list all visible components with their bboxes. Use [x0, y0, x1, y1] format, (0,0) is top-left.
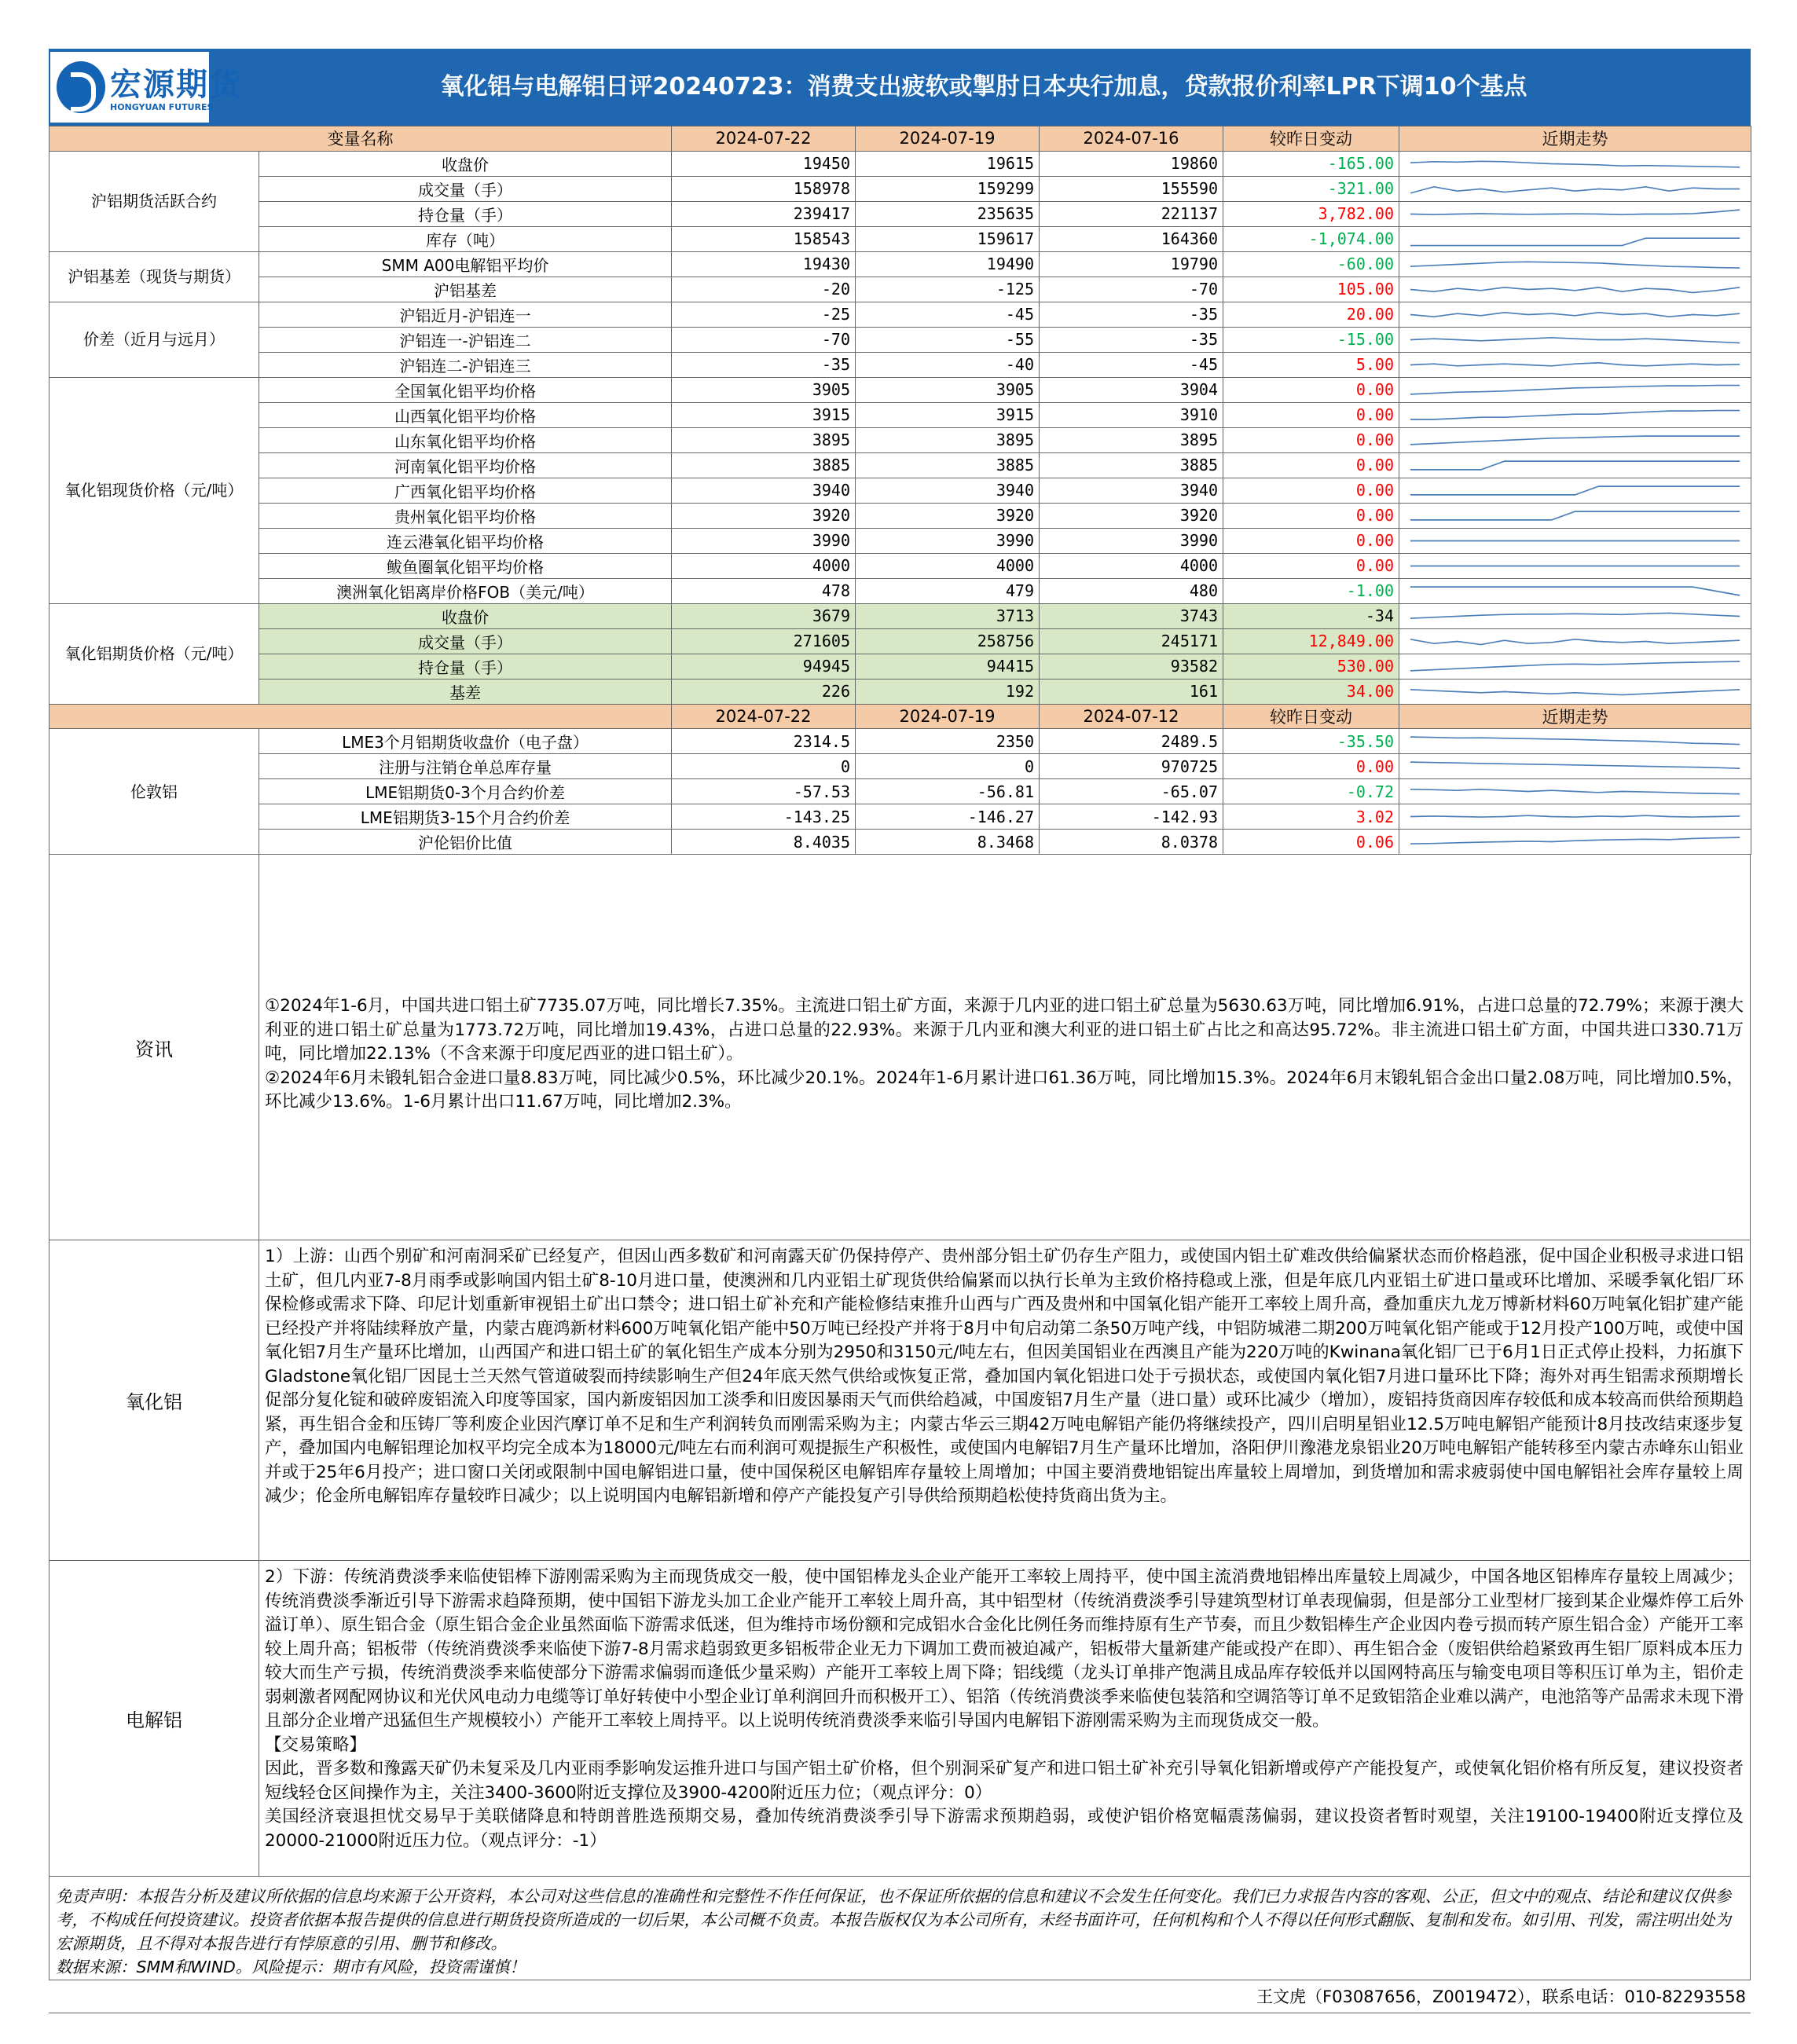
trend-cell	[1399, 679, 1751, 704]
value-day-2: 19615	[856, 151, 1040, 176]
strategy-title: 【交易策略】	[265, 1734, 367, 1755]
trend-line	[1410, 511, 1740, 520]
value-day-3: 155590	[1040, 176, 1223, 201]
news-body	[265, 995, 1744, 1115]
trend-line	[1410, 287, 1740, 292]
trend-sparkline	[1404, 654, 1746, 679]
metric-name: 持仓量（手）	[259, 201, 672, 226]
daily-change: 3,782.00	[1223, 201, 1399, 226]
metric-name: 澳洲氧化铝离岸价格FOB（美元/吨）	[259, 578, 672, 603]
daily-change: -321.00	[1223, 176, 1399, 201]
daily-change: 0.00	[1223, 528, 1399, 553]
column-header-d3: 2024-07-12	[1040, 704, 1223, 729]
value-day-2: 3895	[856, 427, 1040, 452]
table-row	[50, 352, 1751, 377]
trend-cell	[1399, 251, 1751, 277]
trend-sparkline	[1404, 328, 1746, 352]
value-day-2: 258756	[856, 628, 1040, 654]
column-header-blank	[50, 704, 672, 729]
value-day-1: 19450	[672, 151, 856, 176]
table-row	[50, 654, 1751, 679]
trend-line	[1410, 837, 1740, 844]
trend-sparkline	[1404, 277, 1746, 302]
electrolytic-block	[49, 1561, 1751, 1877]
value-day-3: 480	[1040, 578, 1223, 603]
column-header-trend: 近期走势	[1399, 126, 1751, 152]
value-day-3: 93582	[1040, 654, 1223, 679]
table-row	[50, 804, 1751, 830]
value-day-1: -70	[672, 327, 856, 352]
value-day-3: -70	[1040, 277, 1223, 302]
table-row	[50, 503, 1751, 528]
value-day-1: 0	[672, 754, 856, 779]
column-header-d3: 2024-07-16	[1040, 126, 1223, 152]
trend-sparkline	[1404, 152, 1746, 176]
table-row	[50, 302, 1751, 327]
column-header-d1: 2024-07-22	[672, 704, 856, 729]
value-day-3: 2489.5	[1040, 729, 1223, 754]
group-label-spreads: 价差（近月与远月）	[50, 302, 259, 377]
value-day-3: 221137	[1040, 201, 1223, 226]
daily-change: 0.00	[1223, 503, 1399, 528]
value-day-2: -125	[856, 277, 1040, 302]
metric-name: 沪铝近月-沪铝连一	[259, 302, 672, 327]
trend-cell	[1399, 729, 1751, 754]
trend-cell	[1399, 427, 1751, 452]
daily-change: 530.00	[1223, 654, 1399, 679]
daily-change: 3.02	[1223, 804, 1399, 830]
value-day-1: 3885	[672, 452, 856, 478]
trend-line	[1410, 385, 1740, 394]
trend-sparkline	[1404, 227, 1746, 251]
trend-line	[1410, 410, 1740, 419]
value-day-3: 3940	[1040, 478, 1223, 503]
daily-change: 0.00	[1223, 754, 1399, 779]
electrolytic-label: 电解铝	[50, 1561, 259, 1876]
value-day-2: 159299	[856, 176, 1040, 201]
disclaimer-text: 免责声明：本报告分析及建议所依据的信息均来源于公开资料，本公司对这些信息的准确性和完整性不作任何保证，也不保证所依据的信息和建议不会发生任何变化。我们已力求报告内容的客观、公正，但文中的观点、结论和建议仅供参考，不构成任何投资建议。投资者依据本报告提供的信息进行期货投资所造成的一切后果，本公司概不负责。本报告版权仅为本公司所有，未经书面许可，任何机构和个人不得以任何形式翻版、复制和发布。如引用、刊发，需注明出处为宏源期货，且不得对本报告进行有悖原意的引用、删节和修改。	[56, 1887, 1731, 1953]
trend-sparkline	[1404, 629, 1746, 654]
metric-name: 贵州氧化铝平均价格	[259, 503, 672, 528]
news-paragraph-1: ①2024年1-6月，中国共进口铝土矿7735.07万吨，同比增长7.35%。主流进口铝土矿方面，来源于几内亚的进口铝土矿总量为5630.63万吨，同比增加6.91%，占进口总量的72.79%；来源于澳大利亚的进口铝土矿总量为1773.72万吨，同比增加19.43%，占进口总量的22.93%。来源于几内亚和澳大利亚的进口铝土矿占比之和高达95.72%。非主流进口铝土矿方面，中国共进口330.71万吨，同比增加22.13%（不含来源于印度尼西亚的进口铝土矿）。	[265, 996, 1744, 1064]
metric-name: 连云港氧化铝平均价格	[259, 528, 672, 553]
value-day-1: -20	[672, 277, 856, 302]
trend-line	[1410, 789, 1740, 794]
value-day-1: 3905	[672, 377, 856, 402]
trend-cell	[1399, 151, 1751, 176]
metric-name: 库存（吨）	[259, 226, 672, 251]
trend-line	[1410, 461, 1740, 470]
value-day-2: 192	[856, 679, 1040, 704]
trend-line	[1410, 737, 1740, 744]
trend-cell	[1399, 654, 1751, 679]
trend-cell	[1399, 830, 1751, 855]
value-day-1: 3940	[672, 478, 856, 503]
trend-line	[1410, 689, 1740, 694]
table-row	[50, 377, 1751, 402]
trend-line	[1410, 639, 1740, 644]
value-day-1: -25	[672, 302, 856, 327]
company-logo	[50, 52, 242, 123]
column-header-d2: 2024-07-19	[856, 704, 1040, 729]
trend-sparkline	[1404, 504, 1746, 528]
metric-name: LME铝期货0-3个月合约价差	[259, 779, 672, 804]
value-day-2: 19490	[856, 251, 1040, 277]
trend-cell	[1399, 352, 1751, 377]
value-day-2: 3990	[856, 528, 1040, 553]
column-header-change: 较昨日变动	[1223, 704, 1399, 729]
value-day-3: -65.07	[1040, 779, 1223, 804]
metric-name: 持仓量（手）	[259, 654, 672, 679]
daily-change: -1.00	[1223, 578, 1399, 603]
value-day-3: 3990	[1040, 528, 1223, 553]
value-day-2: 479	[856, 578, 1040, 603]
trend-cell	[1399, 277, 1751, 302]
daily-change: 5.00	[1223, 352, 1399, 377]
value-day-2: 3885	[856, 452, 1040, 478]
trend-sparkline	[1404, 353, 1746, 377]
table-row	[50, 754, 1751, 779]
trend-sparkline	[1404, 177, 1746, 201]
value-day-1: 3915	[672, 402, 856, 427]
daily-change: 0.00	[1223, 377, 1399, 402]
value-day-1: 271605	[672, 628, 856, 654]
trend-sparkline	[1404, 378, 1746, 402]
daily-change: 0.00	[1223, 427, 1399, 452]
daily-change: 0.00	[1223, 402, 1399, 427]
trend-line	[1410, 815, 1740, 817]
trend-sparkline	[1404, 403, 1746, 427]
table-header-row	[50, 704, 1751, 729]
trend-sparkline	[1404, 252, 1746, 277]
trend-cell	[1399, 452, 1751, 478]
trend-sparkline	[1404, 830, 1746, 854]
alumina-body: 1）上游：山西个别矿和河南洞采矿已经复产，但因山西多数矿和河南露天矿仍保持停产、贵州部分铝土矿仍存生产阻力，或使国内铝土矿难改供给偏紧状态而价格趋涨，促中国企业积极寻求进口铝土矿，但几内亚7-8月雨季或影响国内铝土矿8-10月进口量，使澳洲和几内亚铝土矿现货供给偏紧而以执行长单为主致价格持稳或上涨，但是年底几内亚铝土矿进口量或环比增加、采暖季氧化铝厂环保检修或需求下降、印尼计划重新审视铝土矿出口禁令；进口铝土矿补充和产能检修结束推升山西与广西及贵州和中国氧化铝产能开工率较上周升高，叠加重庆九龙万博新材料60万吨氧化铝扩建产能已经投产并将陆续释放产量，内蒙古鹿鸿新材料600万吨氧化铝产能中50万吨已经投产并将于8月中旬启动第二条50万吨产线，中铝防城港二期200万吨氧化铝产能或于12月投产100万吨，或使中国氧化铝7月生产量环比增加，山西国产和进口铝土矿的氧化铝生产成本分别为2950和3150元/吨左右，但因美国铝业在西澳且产能为220万吨的Kwinana氧化铝厂已于6月1日正式停止投料，力拓旗下Gladstone氧化铝厂因昆士兰天然气管道破裂而持续影响生产但24年底天然气供给或恢复正常，叠加国内氧化铝进口处于亏损状态，或使国内氧化铝7月进口量环比下降；海外对再生铝需求预期增长促部分复化锭和破碎废铝流入印度等国家，国内新废铝因加工淡季和旧废因暴雨天气而供给趋减，中国废铝7月生产量（进口量）或环比减少（增加），废铝持货商因库存较低和成本较高而供给预期趋紧，再生铝合金和压铸厂等利废企业因汽摩订单不足和生产利润转负而刚需采购为主；内蒙古华云三期42万吨电解铝产能仍将继续投产，四川启明星铝业12.5万吨电解铝产能预计8月技改结束逐步复产，叠加国内电解铝理论加权平均完全成本为18000元/吨左右而利润可观提振生产积极性，或使国内电解铝7月生产量环比增加，洛阳伊川豫港龙泉铝业20万吨电解铝产能转移至内蒙古赤峰东山铝业并或于25年6月投产；进口窗口关闭或限制中国电解铝进口量，使中国保税区电解铝库存量较上周增加；中国主要消费地铝锭出库量较上周增加，到货增加和需求疲弱使中国电解铝社会库存量较上周减少；伦金所电解铝库存量较昨日减少；以上说明国内电解铝新增和停产产能投复产引导供给预期趋松使持货商出货为主。	[265, 1247, 1744, 1506]
disclaimer	[49, 1877, 1751, 1980]
value-day-1: 2314.5	[672, 729, 856, 754]
trend-line	[1410, 337, 1740, 342]
table-row	[50, 327, 1751, 352]
trend-sparkline	[1404, 529, 1746, 553]
trend-sparkline	[1404, 680, 1746, 704]
trend-cell	[1399, 478, 1751, 503]
value-day-1: 239417	[672, 201, 856, 226]
strategy-aluminum: 美国经济衰退担忧交易早于美联储降息和特朗普胜选预期交易，叠加传统消费淡季引导下游需求预期趋弱，或使沪铝价格宽幅震荡偏弱，建议投资者暂时观望，关注19100-19400附近支撑位及20000-21000附近压力位。（观点评分：-1）	[265, 1807, 1744, 1851]
value-day-2: -146.27	[856, 804, 1040, 830]
metric-name: 山东氧化铝平均价格	[259, 427, 672, 452]
trend-line	[1410, 436, 1740, 445]
trend-cell	[1399, 503, 1751, 528]
table-row	[50, 427, 1751, 452]
trend-cell	[1399, 578, 1751, 603]
metric-name: SMM A00电解铝平均价	[259, 251, 672, 277]
value-day-2: 235635	[856, 201, 1040, 226]
metric-name: 注册与注销仓单总库存量	[259, 754, 672, 779]
table-row	[50, 478, 1751, 503]
trend-line	[1410, 362, 1740, 365]
value-day-1: -35	[672, 352, 856, 377]
value-day-1: 3679	[672, 603, 856, 628]
value-day-3: 8.0378	[1040, 830, 1223, 855]
metric-name: LME3个月铝期货收盘价（电子盘）	[259, 729, 672, 754]
daily-change: 0.00	[1223, 553, 1399, 578]
logo-chinese-name: 宏源期货	[110, 67, 242, 103]
group-label-shfe-basis: 沪铝基差（现货与期货）	[50, 251, 259, 302]
table-row	[50, 679, 1751, 704]
hongyuan-logo-icon	[57, 61, 105, 113]
value-day-2: 94415	[856, 654, 1040, 679]
trend-sparkline	[1404, 478, 1746, 503]
trend-line	[1410, 661, 1740, 671]
trend-line	[1410, 486, 1740, 495]
trend-line	[1410, 210, 1740, 214]
value-day-1: 478	[672, 578, 856, 603]
value-day-1: 19430	[672, 251, 856, 277]
table-row	[50, 251, 1751, 277]
metric-name: 河南氧化铝平均价格	[259, 452, 672, 478]
group-label-alumina-futures: 氧化铝期货价格（元/吨）	[50, 603, 259, 704]
value-day-1: 226	[672, 679, 856, 704]
metric-name: 成交量（手）	[259, 628, 672, 654]
column-header-trend: 近期走势	[1399, 704, 1751, 729]
value-day-1: 3920	[672, 503, 856, 528]
report-title: 氧化铝与电解铝日评20240723：消费支出疲软或掣肘日本央行加息，贷款报价利率LPR下调10个基点	[440, 73, 1527, 101]
column-header-d2: 2024-07-19	[856, 126, 1040, 152]
metric-name: 成交量（手）	[259, 176, 672, 201]
daily-change: -165.00	[1223, 151, 1399, 176]
value-day-3: -45	[1040, 352, 1223, 377]
metric-name: 沪铝基差	[259, 277, 672, 302]
trend-cell	[1399, 528, 1751, 553]
trend-cell	[1399, 553, 1751, 578]
daily-change: -35.50	[1223, 729, 1399, 754]
column-header-change: 较昨日变动	[1223, 126, 1399, 152]
table-row	[50, 553, 1751, 578]
metric-name: 收盘价	[259, 151, 672, 176]
table-row	[50, 628, 1751, 654]
metric-name: 收盘价	[259, 603, 672, 628]
table-row	[50, 226, 1751, 251]
table-row	[50, 528, 1751, 553]
value-day-2: -40	[856, 352, 1040, 377]
daily-change: -15.00	[1223, 327, 1399, 352]
table-row	[50, 151, 1751, 176]
value-day-1: 94945	[672, 654, 856, 679]
column-header-variable: 变量名称	[50, 126, 672, 152]
trend-sparkline	[1404, 428, 1746, 452]
value-day-3: 19860	[1040, 151, 1223, 176]
group-label-shfe-active: 沪铝期货活跃合约	[50, 151, 259, 251]
value-day-2: 3940	[856, 478, 1040, 503]
daily-change: -0.72	[1223, 779, 1399, 804]
daily-change: 0.00	[1223, 478, 1399, 503]
value-day-1: 158978	[672, 176, 856, 201]
table-row	[50, 201, 1751, 226]
value-day-2: 3915	[856, 402, 1040, 427]
value-day-3: 4000	[1040, 553, 1223, 578]
trend-sparkline	[1404, 604, 1746, 628]
daily-change: -1,074.00	[1223, 226, 1399, 251]
trend-sparkline	[1404, 729, 1746, 753]
value-day-2: 2350	[856, 729, 1040, 754]
table-row	[50, 830, 1751, 855]
trend-line	[1410, 186, 1740, 192]
metric-name: 基差	[259, 679, 672, 704]
trend-cell	[1399, 302, 1751, 327]
trend-cell	[1399, 402, 1751, 427]
trend-cell	[1399, 176, 1751, 201]
table-row	[50, 452, 1751, 478]
trend-sparkline	[1404, 579, 1746, 603]
daily-change: 34.00	[1223, 679, 1399, 704]
value-day-1: -57.53	[672, 779, 856, 804]
trend-cell	[1399, 603, 1751, 628]
table-row	[50, 603, 1751, 628]
report-header	[49, 49, 1751, 126]
report-sheet	[49, 49, 1751, 2024]
value-day-3: 245171	[1040, 628, 1223, 654]
trend-line	[1410, 762, 1740, 768]
alumina-block	[49, 1240, 1751, 1561]
value-day-3: -35	[1040, 327, 1223, 352]
table-row	[50, 779, 1751, 804]
news-label: 资讯	[50, 855, 259, 1240]
electrolytic-body	[265, 1566, 1744, 1853]
table-row	[50, 578, 1751, 603]
value-day-1: 4000	[672, 553, 856, 578]
data-table	[49, 126, 1751, 855]
trend-cell	[1399, 628, 1751, 654]
value-day-2: 159617	[856, 226, 1040, 251]
logo-english-name: HONGYUAN FUTURES	[110, 102, 214, 112]
trend-cell	[1399, 201, 1751, 226]
value-day-3: 19790	[1040, 251, 1223, 277]
value-day-3: 3743	[1040, 603, 1223, 628]
trend-line	[1410, 613, 1740, 618]
metric-name: 广西氧化铝平均价格	[259, 478, 672, 503]
table-row	[50, 277, 1751, 302]
trend-line	[1410, 262, 1740, 268]
value-day-1: 3990	[672, 528, 856, 553]
table-row	[50, 176, 1751, 201]
daily-change: 20.00	[1223, 302, 1399, 327]
trend-sparkline	[1404, 779, 1746, 804]
metric-name: 全国氧化铝平均价格	[259, 377, 672, 402]
trend-sparkline	[1404, 804, 1746, 829]
downstream-text: 2）下游：传统消费淡季来临使铝棒下游刚需采购为主而现货成交一般，使中国铝棒龙头企业产能开工率较上周持平，使中国主流消费地铝棒出库量较上周减少，中国各地区铝棒库存量较上周减少；传统消费淡季渐近引导下游需求趋降预期，使中国铝下游龙头加工企业产能开工率较上周升高，其中铝型材（传统消费淡季引导建筑型材订单表现偏弱，但是部分工业型材厂接到某企业爆炸停工后外溢订单）、原生铝合金（原生铝合金企业虽然面临下游需求低迷，但为维持市场份额和完成铝水合金化比例任务而维持原有生产节奏，而且少数铝棒生产企业因内卷亏损而转产原生铝合金）产能开工率较上周升高；铝板带（传统消费淡季来临使下游7-8月需求趋弱致更多铝板带企业无力下调加工费而被迫减产，铝板带大量新建产能或投产在即）、再生铝合金（废铝供给趋紧致再生铝厂原料成本压力较大而生产亏损，传统消费淡季来临使部分下游需求偏弱而逢低少量采购）产能开工率较上周下降；铝线缆（龙头订单排产饱满且成品库存较低并以国网特高压与输变电项目等积压订单为主，铝价走弱刺激者网配网协议和光伏风电动力电缆等订单好转使中小型企业订单利润回升而积极开工）、铝箔（传统消费淡季来临使包装箔和空调箔等订单不足致铝箔企业难以满产，电池箔等产品需求未现下滑且部分企业增产迅猛但生产规模较小）产能开工率较上周持平。以上说明传统消费淡季来临引导国内电解铝下游刚需采购为主而现货成交一般。	[265, 1567, 1744, 1731]
trend-cell	[1399, 804, 1751, 830]
news-paragraph-2: ②2024年6月未锻轧铝合金进口量8.83万吨，同比减少0.5%，环比减少20.1%。2024年1-6月累计进口61.36万吨，同比增加15.3%。2024年6月末锻轧铝合金出口量2.08万吨，同比增加0.5%，环比减少13.6%。1-6月累计出口11.67万吨，同比增加2.3%。	[265, 1068, 1744, 1112]
trend-sparkline	[1404, 302, 1746, 327]
value-day-2: 0	[856, 754, 1040, 779]
trend-line	[1410, 312, 1740, 316]
trend-sparkline	[1404, 202, 1746, 226]
metric-name: 沪伦铝价比值	[259, 830, 672, 855]
table-row	[50, 402, 1751, 427]
metric-name: 鲅鱼圈氧化铝平均价格	[259, 553, 672, 578]
value-day-1: 8.4035	[672, 830, 856, 855]
metric-name: 沪铝连一-沪铝连二	[259, 327, 672, 352]
alumina-label: 氧化铝	[50, 1240, 259, 1560]
value-day-3: 161	[1040, 679, 1223, 704]
trend-cell	[1399, 754, 1751, 779]
daily-change: 12,849.00	[1223, 628, 1399, 654]
daily-change: 105.00	[1223, 277, 1399, 302]
trend-sparkline	[1404, 453, 1746, 478]
value-day-1: 3895	[672, 427, 856, 452]
value-day-3: 3885	[1040, 452, 1223, 478]
value-day-2: 3920	[856, 503, 1040, 528]
daily-change: -60.00	[1223, 251, 1399, 277]
value-day-3: 3904	[1040, 377, 1223, 402]
daily-change: -34	[1223, 603, 1399, 628]
value-day-2: 3905	[856, 377, 1040, 402]
daily-change: 0.06	[1223, 830, 1399, 855]
trend-cell	[1399, 377, 1751, 402]
value-day-2: -55	[856, 327, 1040, 352]
value-day-2: -56.81	[856, 779, 1040, 804]
metric-name: 沪铝连二-沪铝连三	[259, 352, 672, 377]
trend-line	[1410, 161, 1740, 167]
value-day-3: -142.93	[1040, 804, 1223, 830]
value-day-3: -35	[1040, 302, 1223, 327]
value-day-1: -143.25	[672, 804, 856, 830]
trend-cell	[1399, 226, 1751, 251]
value-day-2: 8.3468	[856, 830, 1040, 855]
data-source-text: 数据来源：SMM和WIND。风险提示：期市有风险，投资需谨慎！	[56, 1958, 526, 1976]
trend-sparkline	[1404, 554, 1746, 578]
value-day-3: 970725	[1040, 754, 1223, 779]
value-day-2: 3713	[856, 603, 1040, 628]
strategy-alumina: 因此，晋多数和豫露天矿仍未复采及几内亚雨季影响发运推升进口与国产铝土矿价格，但个别洞采矿复产和进口铝土矿补充引导氧化铝新增或停产产能投复产，或使氧化铝价格有所反复，建议投资者短线轻仓区间操作为主，关注3400-3600附近支撑位及3900-4200附近压力位；（观点评分：0）	[265, 1759, 1744, 1803]
group-label-alumina-spot: 氧化铝现货价格（元/吨）	[50, 377, 259, 603]
value-day-2: -45	[856, 302, 1040, 327]
column-header-d1: 2024-07-22	[672, 126, 856, 152]
value-day-2: 4000	[856, 553, 1040, 578]
trend-line	[1410, 587, 1740, 595]
metric-name: LME铝期货3-15个月合约价差	[259, 804, 672, 830]
value-day-3: 3895	[1040, 427, 1223, 452]
trend-sparkline	[1404, 754, 1746, 778]
analyst-contact: 王文虎（F03087656，Z0019472），联系电话：010-82293558	[49, 1980, 1751, 2013]
table-row	[50, 729, 1751, 754]
trend-line	[1410, 238, 1740, 245]
value-day-1: 158543	[672, 226, 856, 251]
metric-name: 山西氧化铝平均价格	[259, 402, 672, 427]
news-block	[49, 855, 1751, 1240]
table-header-row	[50, 126, 1751, 152]
group-label-lme: 伦敦铝	[50, 729, 259, 855]
value-day-3: 164360	[1040, 226, 1223, 251]
value-day-3: 3910	[1040, 402, 1223, 427]
daily-change: 0.00	[1223, 452, 1399, 478]
trend-cell	[1399, 779, 1751, 804]
value-day-3: 3920	[1040, 503, 1223, 528]
trend-cell	[1399, 327, 1751, 352]
